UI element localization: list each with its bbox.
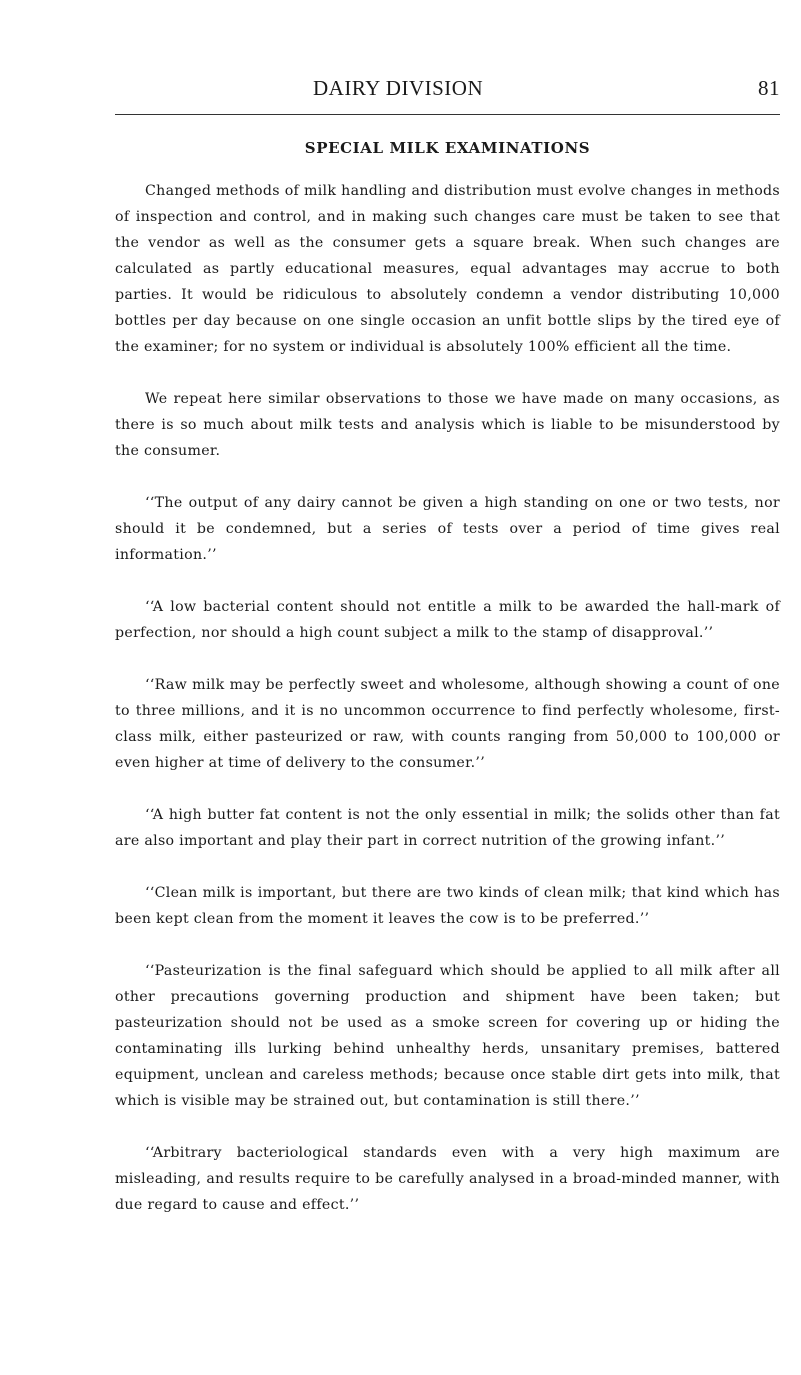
running-head: [115, 76, 780, 106]
page-number: 81: [758, 76, 780, 100]
paragraph-9: ‘‘Arbitrary bacteriological standards even with a very high maximum are misleading, and results require to be carefully analysed in a broad-minded manner, with due regard to cause and effect.’’: [115, 1145, 780, 1213]
paragraph-7: ‘‘Clean milk is important, but there are two kinds of clean milk; that kind which has been kept clean from the moment it leaves the cow is to be preferred.’’: [115, 885, 780, 927]
body-text: [115, 178, 780, 1244]
paragraph-6: ‘‘A high butter fat content is not the only essential in milk; the solids other than fat are also important and play their part in correct nutrition of the growing infant.’’: [115, 807, 780, 849]
section-title: SPECIAL MILK EXAMINATIONS: [304, 139, 591, 157]
paragraph-4: ‘‘A low bacterial content should not entitle a milk to be awarded the hall-mark of perfection, nor should a high count subject a milk to the stamp of disapproval.’’: [115, 599, 780, 641]
paragraph-1: Changed methods of milk handling and distribution must evolve changes in methods of inspection and control, and in making such changes care must be taken to see that the vendor as well as the consumer gets a square break. When such changes are calculated as partly educational measures, equal advantages may accrue to both parties. It would be ridiculous to absolutely condemn a vendor distributing 10,000 bottles per day because on one single occasion an unfit bottle slips by the tired eye of the examiner; for no system or individual is absolutely 100% efficient all the time.: [115, 183, 780, 355]
paragraph-2: We repeat here similar observations to those we have made on many occasions, as there is so much about milk tests and analysis which is liable to be misunderstood by the consumer.: [115, 391, 780, 459]
paragraph-8: ‘‘Pasteurization is the final safeguard which should be applied to all milk after all other precautions governing production and shipment have been taken; but pasteurization should not be used as a smoke screen for covering up or hiding the contaminating ills lurking behind unhealthy herds, unsanitary premises, battered equipment, unclean and careless methods; because once stable dirt gets into milk, that which is visible may be strained out, but contamination is still there.’’: [115, 963, 780, 1109]
running-head-title: DAIRY DIVISION: [313, 76, 484, 100]
header-rule: [115, 114, 780, 115]
paragraph-5: ‘‘Raw milk may be perfectly sweet and wholesome, although showing a count of one to three millions, and it is no uncommon occurrence to find perfectly wholesome, first-class milk, either pasteurized or raw, with counts ranging from 50,000 to 100,000 or even higher at time of delivery to the consumer.’’: [115, 677, 780, 771]
paragraph-3: ‘‘The output of any dairy cannot be given a high standing on one or two tests, nor should it be condemned, but a series of tests over a period of time gives real information.’’: [115, 495, 780, 563]
